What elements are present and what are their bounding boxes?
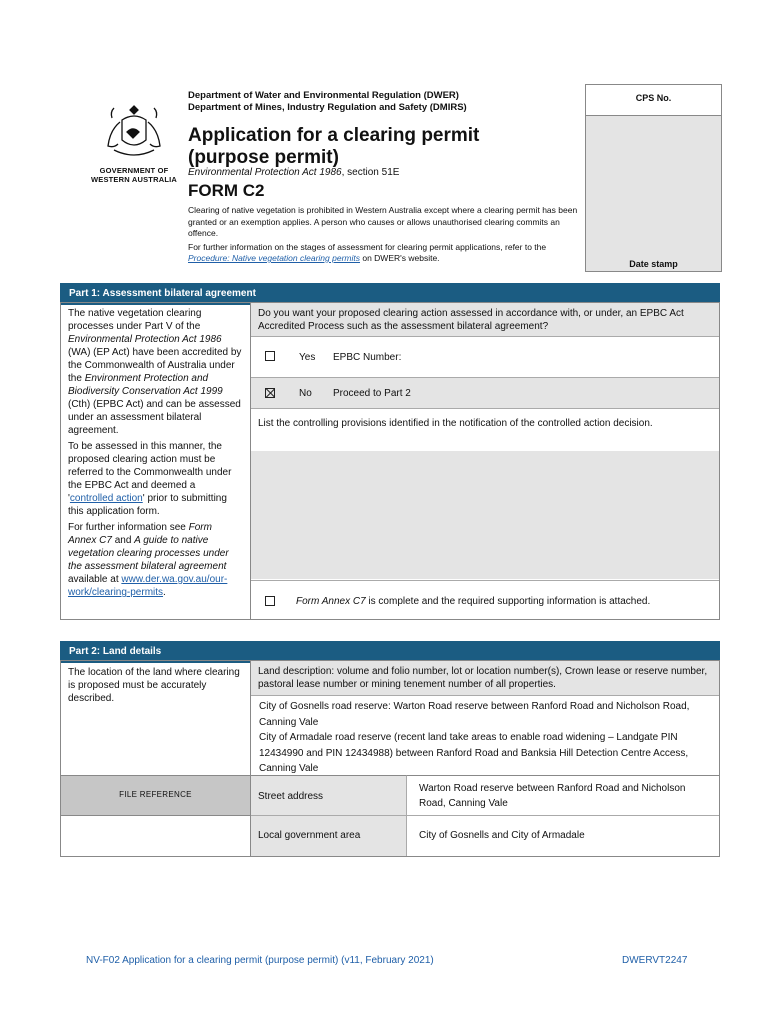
der-website-link[interactable]: www.der.wa.gov.au/our-work/clearing-permits <box>68 574 228 598</box>
p2-text-b: ' prior to submitting this application form. <box>68 493 227 517</box>
yes-label: Yes <box>299 352 316 363</box>
p3-text-f: . <box>163 587 166 598</box>
p3-text-e: available at <box>68 574 122 585</box>
annex-checkbox[interactable] <box>265 596 275 606</box>
crest-line-1: GOVERNMENT OF <box>99 166 169 175</box>
p1-text-a: The native vegetation clearing processes under Part V of the <box>68 308 202 332</box>
department-names <box>188 90 467 114</box>
no-row <box>251 378 719 408</box>
yes-row <box>251 337 719 377</box>
date-stamp-label: Date stamp <box>629 259 678 269</box>
act-section: , section 51E <box>341 167 400 178</box>
epbc-number-label: EPBC Number: <box>333 352 402 363</box>
lga-value[interactable]: City of Gosnells and City of Armadale <box>406 815 719 856</box>
part1-left-p1 <box>68 307 242 437</box>
date-stamp-area <box>586 116 721 271</box>
form-code: FORM C2 <box>188 181 265 200</box>
footer-form-version: NV-F02 Application for a clearing permit (purpose permit) (v11, February 2021) <box>86 955 434 966</box>
land-description-value[interactable] <box>251 695 719 775</box>
part1-left-p2 <box>68 440 242 518</box>
annex-statement <box>296 595 650 608</box>
intro-paragraph-1: Clearing of native vegetation is prohibited in Western Australia except where a clearing permit has been granted or an exemption applies. A person who causes or allows unauthorised clearing commits an offence. <box>188 205 578 238</box>
act-name: Environmental Protection Act 1986 <box>188 167 342 178</box>
part2-heading: Part 2: Land details <box>60 641 720 663</box>
title-line-2: (purpose permit) <box>188 147 339 168</box>
p3-text-a: For further information see <box>68 522 189 533</box>
land-description-gosnells: City of Gosnells road reserve: Warton Road reserve between Ranford Road and Nicholson Road, Canning Vale <box>259 701 690 728</box>
part1-left-description <box>60 303 250 603</box>
controlling-provisions-input[interactable] <box>251 451 719 579</box>
part1-left-p3 <box>68 521 242 599</box>
cps-label: CPS No. <box>586 85 721 116</box>
annex-name: Form Annex C7 <box>296 596 366 607</box>
intro-p2-start: For further information on the stages of assessment for clearing permit applications, refer to the <box>188 241 547 252</box>
lga-label: Local government area <box>251 815 406 856</box>
controlled-action-link[interactable]: controlled action <box>69 493 143 504</box>
dept-line-2: Department of Mines, Industry Regulation and Safety (DMIRS) <box>188 102 467 113</box>
street-address-value[interactable]: Warton Road reserve between Ranford Road and Nicholson Road, Canning Vale <box>406 775 719 815</box>
annex-row <box>251 580 719 619</box>
part2-left-description: The location of the land where clearing is proposed must be accurately described. <box>68 667 240 704</box>
proceed-label: Proceed to Part 2 <box>333 388 411 399</box>
land-description-label: Land description: volume and folio number, lot or location number(s), Crown lease or reserve number, pastoral lease number or mining tenement number of all properties. <box>251 661 719 695</box>
p3-text-d: A guide to native vegetation clearing processes under the assessment bilateral agreement <box>68 535 229 572</box>
yes-checkbox[interactable] <box>265 351 275 361</box>
procedure-link[interactable]: Procedure: Native vegetation clearing permits <box>188 253 360 263</box>
intro-p2-end: on DWER's website. <box>359 253 440 263</box>
p1-text-c: (WA) (EP Act) have been accredited by the Commonwealth of Australia under the <box>68 347 242 384</box>
title-line-1: Application for a clearing permit <box>188 125 480 146</box>
intro-text <box>188 205 578 265</box>
act-reference <box>188 167 399 178</box>
p3-text-c: and <box>111 535 135 546</box>
intro-paragraph-2 <box>188 242 578 265</box>
no-label: No <box>299 388 312 399</box>
p1-text-b: Environmental Protection Act 1986 <box>68 334 222 345</box>
file-reference-cell <box>61 775 250 816</box>
p1-text-d: Environment Protection and Biodiversity Conservation Act 1999 <box>68 373 223 397</box>
dept-line-1: Department of Water and Environmental Regulation (DWER) <box>188 90 459 101</box>
cps-number-box <box>585 84 722 272</box>
crest-caption <box>84 166 184 184</box>
crest-line-2: WESTERN AUSTRALIA <box>90 175 178 184</box>
street-address-label: Street address <box>251 775 406 815</box>
land-description-armadale: City of Armadale road reserve (recent land take areas to enable road widening – Landgate PIN 12434990 and PIN 12434988) between Ranford Road and Banksia Hill Detection Centre Access, Canning Vale <box>259 732 689 774</box>
form-title <box>188 125 568 169</box>
part1-heading: Part 1: Assessment bilateral agreement <box>60 283 720 305</box>
annex-rest: is complete and the required supporting information is attached. <box>365 596 651 607</box>
file-reference-label: FILE REFERENCE <box>119 790 192 799</box>
p3-text-b: Form Annex C7 <box>68 522 212 546</box>
controlling-provisions-label: List the controlling provisions identified in the notification of the controlled action decision. <box>251 408 719 451</box>
epbc-question: Do you want your proposed clearing action assessed in accordance with, or under, an EPBC Act Accredited Process such as the assessment bilateral agreement? <box>251 303 719 336</box>
no-checkbox-checked[interactable] <box>265 388 275 398</box>
p1-text-e: (Cth) (EPBC Act) and can be assessed under an assessment bilateral agreement. <box>68 399 241 436</box>
footer-code: DWERVT2247 <box>622 955 688 966</box>
file-reference-input[interactable] <box>61 815 250 857</box>
p2-text-a: To be assessed in this manner, the proposed clearing action must be referred to the Commonwealth under the EPBC Act and deemed a ' <box>68 441 232 504</box>
